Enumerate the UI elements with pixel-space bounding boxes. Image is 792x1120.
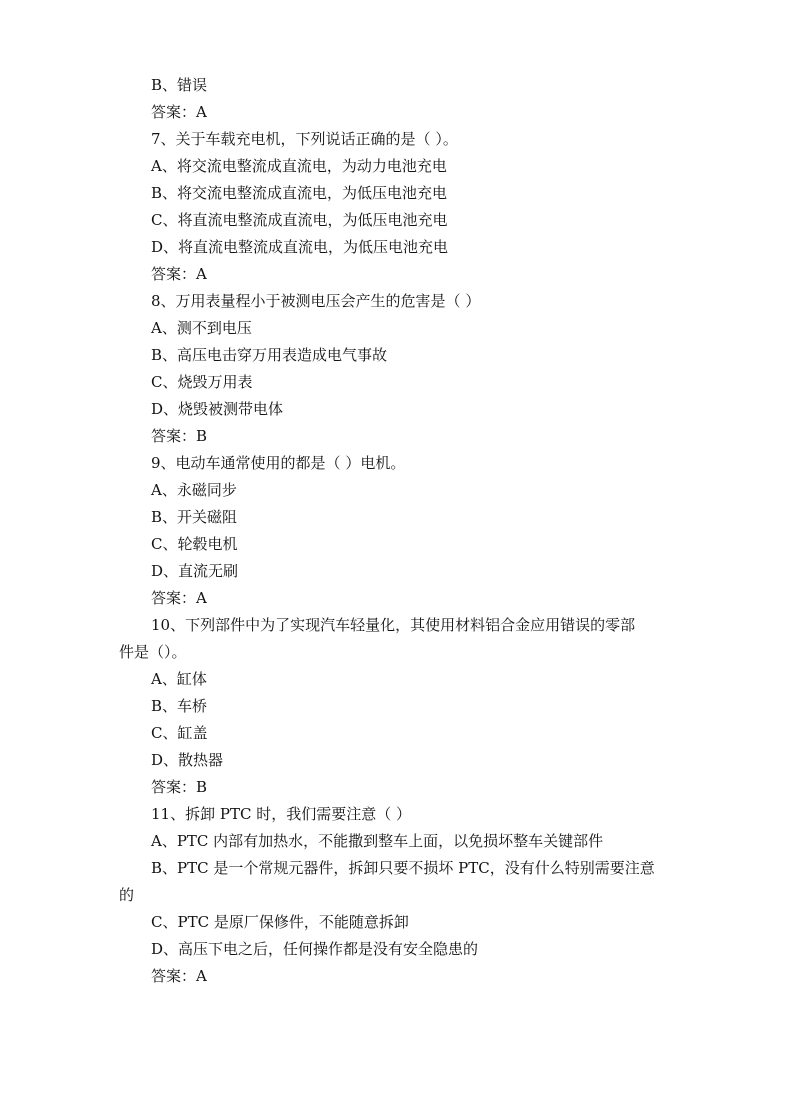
option-line: B、高压电击穿万用表造成电气事故 [151,346,388,364]
answer-line: 答案：B [151,427,208,445]
option-line: B、错误 [151,76,208,94]
answer-line: 答案：B [151,778,208,796]
answer-line: 答案：A [151,265,207,283]
answer-line: 答案：A [151,103,207,121]
option-line: C、轮毂电机 [151,535,238,553]
option-line: A、永磁同步 [151,481,237,499]
question-9: 9、电动车通常使用的都是（ ）电机。 [151,454,406,472]
option-line: D、高压下电之后，任何操作都是没有安全隐患的 [151,940,479,958]
option-continuation: 的 [119,886,135,904]
option-line: B、PTC 是一个常规元器件，拆卸只要不损坏 PTC，没有什么特别需要注意 [151,859,655,877]
option-line: B、开关磁阻 [151,508,238,526]
option-line: C、烧毁万用表 [151,373,253,391]
question-7: 7、关于车载充电机，下列说话正确的是（ ）。 [151,130,458,148]
option-line: D、散热器 [151,751,224,769]
option-line: B、将交流电整流成直流电，为低压电池充电 [151,184,448,202]
option-line: A、将交流电整流成直流电，为动力电池充电 [151,157,447,175]
option-line: A、测不到电压 [151,319,252,337]
question-10: 10、下列部件中为了实现汽车轻量化，其使用材料铝合金应用错误的零部 [151,616,636,634]
option-line: C、PTC 是原厂保修件，不能随意拆卸 [151,913,409,931]
option-line: A、PTC 内部有加热水，不能撒到整车上面，以免损坏整车关键部件 [151,832,604,850]
answer-line: 答案：A [151,589,207,607]
answer-line: 答案：A [151,967,207,985]
option-line: D、将直流电整流成直流电，为低压电池充电 [151,238,449,256]
option-line: A、缸体 [151,670,207,688]
question-8: 8、万用表量程小于被测电压会产生的危害是（ ） [151,292,481,310]
option-line: B、车桥 [151,697,208,715]
question-10-continuation: 件是（）。 [119,643,187,661]
question-11: 11、拆卸 PTC 时，我们需要注意（ ） [151,805,411,823]
option-line: C、将直流电整流成直流电，为低压电池充电 [151,211,448,229]
document-page [0,72,792,990]
option-line: D、烧毁被测带电体 [151,400,284,418]
option-line: D、直流无刷 [151,562,239,580]
option-line: C、缸盖 [151,724,208,742]
